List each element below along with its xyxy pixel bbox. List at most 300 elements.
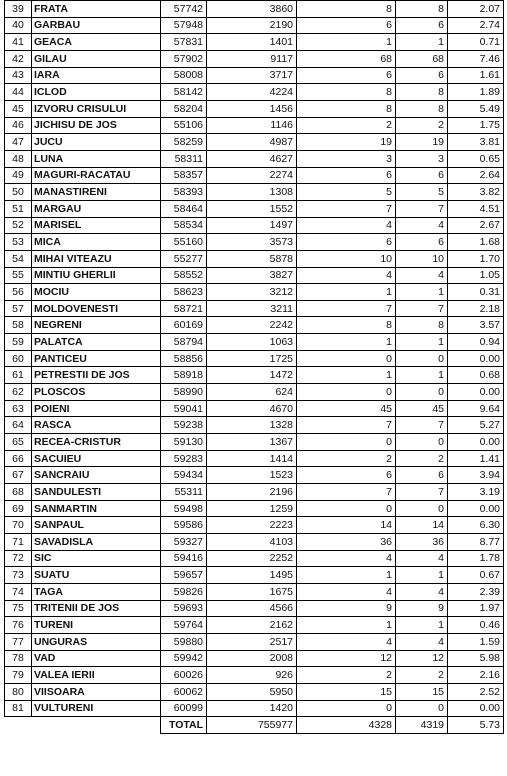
population: 4627 <box>207 150 297 167</box>
locality-name: MANASTIRENI <box>32 184 161 201</box>
col4-value: 6 <box>297 234 396 251</box>
code: 55311 <box>161 484 207 501</box>
col6-value: 1.61 <box>448 67 504 84</box>
row-number: 40 <box>5 17 32 34</box>
col6-value: 0.46 <box>448 617 504 634</box>
code: 57831 <box>161 34 207 51</box>
table-row <box>5 517 504 534</box>
locality-name: ICLOD <box>32 84 161 101</box>
col4-value: 68 <box>297 50 396 67</box>
col6-value: 0.00 <box>448 500 504 517</box>
total-col6: 5.73 <box>448 717 504 734</box>
population: 1414 <box>207 450 297 467</box>
table-row <box>5 434 504 451</box>
table-row <box>5 300 504 317</box>
col4-value: 36 <box>297 534 396 551</box>
population: 1497 <box>207 217 297 234</box>
code: 58259 <box>161 134 207 151</box>
locality-name: VULTURENI <box>32 700 161 717</box>
col5-value: 9 <box>396 600 448 617</box>
total-col4: 4328 <box>297 717 396 734</box>
table-row <box>5 17 504 34</box>
locality-name: SANMARTIN <box>32 500 161 517</box>
locality-name: SAVADISLA <box>32 534 161 551</box>
col5-value: 6 <box>396 67 448 84</box>
locality-name: TRITENII DE JOS <box>32 600 161 617</box>
row-number: 46 <box>5 117 32 134</box>
code: 59880 <box>161 633 207 650</box>
population: 2517 <box>207 633 297 650</box>
col5-value: 36 <box>396 534 448 551</box>
col4-value: 4 <box>297 217 396 234</box>
code: 59283 <box>161 450 207 467</box>
population: 624 <box>207 384 297 401</box>
col6-value: 1.78 <box>448 550 504 567</box>
col6-value: 0.65 <box>448 150 504 167</box>
code: 59586 <box>161 517 207 534</box>
row-number: 56 <box>5 284 32 301</box>
col4-value: 12 <box>297 650 396 667</box>
col6-value: 8.77 <box>448 534 504 551</box>
table-row <box>5 100 504 117</box>
data-table <box>4 0 504 734</box>
col6-value: 3.82 <box>448 184 504 201</box>
col6-value: 0.31 <box>448 284 504 301</box>
col4-value: 9 <box>297 600 396 617</box>
code: 55160 <box>161 234 207 251</box>
col4-value: 0 <box>297 700 396 717</box>
col6-value: 1.70 <box>448 250 504 267</box>
population: 1367 <box>207 434 297 451</box>
col5-value: 4 <box>396 633 448 650</box>
col6-value: 0.00 <box>448 434 504 451</box>
col6-value: 0.67 <box>448 567 504 584</box>
table-row <box>5 150 504 167</box>
row-number: 81 <box>5 700 32 717</box>
row-number: 47 <box>5 134 32 151</box>
col5-value: 7 <box>396 300 448 317</box>
locality-name: MARGAU <box>32 200 161 217</box>
population: 1675 <box>207 583 297 600</box>
code: 55277 <box>161 250 207 267</box>
code: 58794 <box>161 334 207 351</box>
population: 2274 <box>207 167 297 184</box>
population: 4224 <box>207 84 297 101</box>
row-number: 68 <box>5 484 32 501</box>
code: 58990 <box>161 384 207 401</box>
row-number: 69 <box>5 500 32 517</box>
col4-value: 19 <box>297 134 396 151</box>
col6-value: 0.94 <box>448 334 504 351</box>
population: 4103 <box>207 534 297 551</box>
code: 59416 <box>161 550 207 567</box>
col4-value: 0 <box>297 500 396 517</box>
locality-name: PALATCA <box>32 334 161 351</box>
population: 1063 <box>207 334 297 351</box>
col5-value: 1 <box>396 617 448 634</box>
col4-value: 1 <box>297 334 396 351</box>
col4-value: 1 <box>297 367 396 384</box>
col5-value: 0 <box>396 384 448 401</box>
population: 1308 <box>207 184 297 201</box>
row-number: 67 <box>5 467 32 484</box>
table-row <box>5 250 504 267</box>
col6-value: 0.68 <box>448 367 504 384</box>
table-row <box>5 50 504 67</box>
population: 2162 <box>207 617 297 634</box>
locality-name: FRATA <box>32 1 161 18</box>
row-number: 51 <box>5 200 32 217</box>
row-number: 55 <box>5 267 32 284</box>
locality-name: PETRESTII DE JOS <box>32 367 161 384</box>
code: 59657 <box>161 567 207 584</box>
locality-name: MINTIU GHERLII <box>32 267 161 284</box>
locality-name: JICHISU DE JOS <box>32 117 161 134</box>
population: 3827 <box>207 267 297 284</box>
locality-name: UNGURAS <box>32 633 161 650</box>
col4-value: 2 <box>297 450 396 467</box>
col6-value: 3.19 <box>448 484 504 501</box>
col6-value: 2.64 <box>448 167 504 184</box>
col6-value: 2.39 <box>448 583 504 600</box>
code: 57902 <box>161 50 207 67</box>
population: 2242 <box>207 317 297 334</box>
row-number: 77 <box>5 633 32 650</box>
table-row <box>5 334 504 351</box>
col6-value: 5.27 <box>448 417 504 434</box>
total-label: TOTAL <box>161 717 207 734</box>
code: 57948 <box>161 17 207 34</box>
col5-value: 1 <box>396 34 448 51</box>
row-number: 43 <box>5 67 32 84</box>
table-row <box>5 34 504 51</box>
code: 59826 <box>161 583 207 600</box>
col6-value: 3.57 <box>448 317 504 334</box>
table-row <box>5 267 504 284</box>
population: 1259 <box>207 500 297 517</box>
code: 58204 <box>161 100 207 117</box>
code: 58357 <box>161 167 207 184</box>
col6-value: 0.00 <box>448 700 504 717</box>
table-row <box>5 617 504 634</box>
col5-value: 3 <box>396 150 448 167</box>
table-row <box>5 467 504 484</box>
col4-value: 8 <box>297 317 396 334</box>
col6-value: 1.97 <box>448 600 504 617</box>
code: 59498 <box>161 500 207 517</box>
col5-value: 5 <box>396 184 448 201</box>
col4-value: 10 <box>297 250 396 267</box>
locality-name: IARA <box>32 67 161 84</box>
col6-value: 9.64 <box>448 400 504 417</box>
row-number: 65 <box>5 434 32 451</box>
col4-value: 8 <box>297 84 396 101</box>
col5-value: 12 <box>396 650 448 667</box>
col4-value: 8 <box>297 100 396 117</box>
population: 9117 <box>207 50 297 67</box>
population: 1495 <box>207 567 297 584</box>
col4-value: 4 <box>297 550 396 567</box>
population: 3717 <box>207 67 297 84</box>
table-row <box>5 633 504 650</box>
row-number: 52 <box>5 217 32 234</box>
code: 58464 <box>161 200 207 217</box>
col4-value: 5 <box>297 184 396 201</box>
code: 59434 <box>161 467 207 484</box>
locality-name: JUCU <box>32 134 161 151</box>
col5-value: 10 <box>396 250 448 267</box>
code: 58552 <box>161 267 207 284</box>
table-row <box>5 367 504 384</box>
row-number: 53 <box>5 234 32 251</box>
code: 58721 <box>161 300 207 317</box>
col6-value: 0.00 <box>448 350 504 367</box>
col4-value: 6 <box>297 17 396 34</box>
locality-name: MAGURI-RACATAU <box>32 167 161 184</box>
locality-name: LUNA <box>32 150 161 167</box>
code: 58623 <box>161 284 207 301</box>
row-number: 58 <box>5 317 32 334</box>
table-row <box>5 184 504 201</box>
col4-value: 2 <box>297 667 396 684</box>
col6-value: 6.30 <box>448 517 504 534</box>
population: 1420 <box>207 700 297 717</box>
locality-name: SANPAUL <box>32 517 161 534</box>
population: 1401 <box>207 34 297 51</box>
code: 59942 <box>161 650 207 667</box>
row-number: 61 <box>5 367 32 384</box>
table-row <box>5 484 504 501</box>
col5-value: 4 <box>396 217 448 234</box>
col5-value: 8 <box>396 100 448 117</box>
population: 926 <box>207 667 297 684</box>
row-number: 66 <box>5 450 32 467</box>
table-row <box>5 500 504 517</box>
population: 3211 <box>207 300 297 317</box>
code: 60026 <box>161 667 207 684</box>
col6-value: 2.07 <box>448 1 504 18</box>
col4-value: 7 <box>297 417 396 434</box>
population: 3212 <box>207 284 297 301</box>
row-number: 45 <box>5 100 32 117</box>
col4-value: 3 <box>297 150 396 167</box>
code: 58918 <box>161 367 207 384</box>
row-number: 49 <box>5 167 32 184</box>
col4-value: 14 <box>297 517 396 534</box>
population: 5878 <box>207 250 297 267</box>
locality-name: RECEA-CRISTUR <box>32 434 161 451</box>
col6-value: 1.05 <box>448 267 504 284</box>
population: 4987 <box>207 134 297 151</box>
row-number: 70 <box>5 517 32 534</box>
col5-value: 1 <box>396 284 448 301</box>
col4-value: 1 <box>297 284 396 301</box>
row-number: 57 <box>5 300 32 317</box>
row-number: 59 <box>5 334 32 351</box>
table-row <box>5 700 504 717</box>
col5-value: 1 <box>396 334 448 351</box>
col5-value: 8 <box>396 317 448 334</box>
col6-value: 2.16 <box>448 667 504 684</box>
col4-value: 6 <box>297 167 396 184</box>
col5-value: 7 <box>396 200 448 217</box>
col4-value: 1 <box>297 617 396 634</box>
population: 5950 <box>207 683 297 700</box>
row-number: 64 <box>5 417 32 434</box>
col5-value: 0 <box>396 500 448 517</box>
code: 58311 <box>161 150 207 167</box>
locality-name: SIC <box>32 550 161 567</box>
col5-value: 2 <box>396 117 448 134</box>
col6-value: 0.71 <box>448 34 504 51</box>
row-number: 60 <box>5 350 32 367</box>
table-row <box>5 284 504 301</box>
code: 58856 <box>161 350 207 367</box>
population: 1523 <box>207 467 297 484</box>
locality-name: SUATU <box>32 567 161 584</box>
table-row <box>5 384 504 401</box>
total-spacer <box>32 717 161 734</box>
table-row <box>5 650 504 667</box>
table-row <box>5 167 504 184</box>
row-number: 48 <box>5 150 32 167</box>
table-row <box>5 134 504 151</box>
col5-value: 2 <box>396 667 448 684</box>
col4-value: 2 <box>297 117 396 134</box>
col5-value: 68 <box>396 50 448 67</box>
code: 60062 <box>161 683 207 700</box>
col4-value: 7 <box>297 484 396 501</box>
table-row <box>5 417 504 434</box>
col6-value: 2.67 <box>448 217 504 234</box>
locality-name: PLOSCOS <box>32 384 161 401</box>
col6-value: 4.51 <box>448 200 504 217</box>
code: 58142 <box>161 84 207 101</box>
table-body <box>5 1 504 734</box>
row-number: 79 <box>5 667 32 684</box>
code: 58534 <box>161 217 207 234</box>
col6-value: 2.18 <box>448 300 504 317</box>
col6-value: 2.74 <box>448 17 504 34</box>
col4-value: 6 <box>297 467 396 484</box>
col5-value: 8 <box>396 1 448 18</box>
row-number: 50 <box>5 184 32 201</box>
col4-value: 6 <box>297 67 396 84</box>
code: 58008 <box>161 67 207 84</box>
col6-value: 2.52 <box>448 683 504 700</box>
locality-name: VAD <box>32 650 161 667</box>
population: 2190 <box>207 17 297 34</box>
table-row <box>5 1 504 18</box>
locality-name: PANTICEU <box>32 350 161 367</box>
locality-name: VALEA IERII <box>32 667 161 684</box>
total-col5: 4319 <box>396 717 448 734</box>
row-number: 76 <box>5 617 32 634</box>
population: 3860 <box>207 1 297 18</box>
table-row <box>5 217 504 234</box>
table-row <box>5 84 504 101</box>
col5-value: 6 <box>396 234 448 251</box>
col5-value: 1 <box>396 367 448 384</box>
table-row <box>5 234 504 251</box>
locality-name: MOLDOVENESTI <box>32 300 161 317</box>
code: 57742 <box>161 1 207 18</box>
locality-name: IZVORU CRISULUI <box>32 100 161 117</box>
col4-value: 45 <box>297 400 396 417</box>
col5-value: 19 <box>396 134 448 151</box>
row-number: 72 <box>5 550 32 567</box>
col5-value: 15 <box>396 683 448 700</box>
table-row <box>5 683 504 700</box>
col5-value: 14 <box>396 517 448 534</box>
table-row <box>5 534 504 551</box>
locality-name: SANDULESTI <box>32 484 161 501</box>
col4-value: 0 <box>297 350 396 367</box>
population: 2008 <box>207 650 297 667</box>
total-population: 755977 <box>207 717 297 734</box>
col5-value: 7 <box>396 417 448 434</box>
population: 1328 <box>207 417 297 434</box>
col5-value: 6 <box>396 167 448 184</box>
locality-name: MARISEL <box>32 217 161 234</box>
locality-name: MIHAI VITEAZU <box>32 250 161 267</box>
row-number: 44 <box>5 84 32 101</box>
col4-value: 7 <box>297 300 396 317</box>
col5-value: 6 <box>396 467 448 484</box>
table-row <box>5 350 504 367</box>
population: 1146 <box>207 117 297 134</box>
col5-value: 1 <box>396 567 448 584</box>
col6-value: 7.46 <box>448 50 504 67</box>
col4-value: 4 <box>297 633 396 650</box>
col4-value: 0 <box>297 384 396 401</box>
population: 4566 <box>207 600 297 617</box>
col4-value: 7 <box>297 200 396 217</box>
table-row <box>5 117 504 134</box>
code: 59238 <box>161 417 207 434</box>
row-number: 63 <box>5 400 32 417</box>
col5-value: 45 <box>396 400 448 417</box>
table-row <box>5 583 504 600</box>
col4-value: 1 <box>297 567 396 584</box>
code: 59693 <box>161 600 207 617</box>
code: 55106 <box>161 117 207 134</box>
population: 2223 <box>207 517 297 534</box>
col4-value: 8 <box>297 1 396 18</box>
row-number: 42 <box>5 50 32 67</box>
code: 60099 <box>161 700 207 717</box>
col6-value: 1.75 <box>448 117 504 134</box>
col5-value: 0 <box>396 350 448 367</box>
population: 1456 <box>207 100 297 117</box>
col6-value: 3.94 <box>448 467 504 484</box>
col4-value: 15 <box>297 683 396 700</box>
locality-name: POIENI <box>32 400 161 417</box>
col5-value: 8 <box>396 84 448 101</box>
col4-value: 4 <box>297 583 396 600</box>
population: 1552 <box>207 200 297 217</box>
col6-value: 1.68 <box>448 234 504 251</box>
population: 3573 <box>207 234 297 251</box>
table-row <box>5 200 504 217</box>
row-number: 75 <box>5 600 32 617</box>
row-number: 80 <box>5 683 32 700</box>
col6-value: 5.98 <box>448 650 504 667</box>
col6-value: 1.41 <box>448 450 504 467</box>
col5-value: 2 <box>396 450 448 467</box>
col4-value: 4 <box>297 267 396 284</box>
locality-name: GARBAU <box>32 17 161 34</box>
